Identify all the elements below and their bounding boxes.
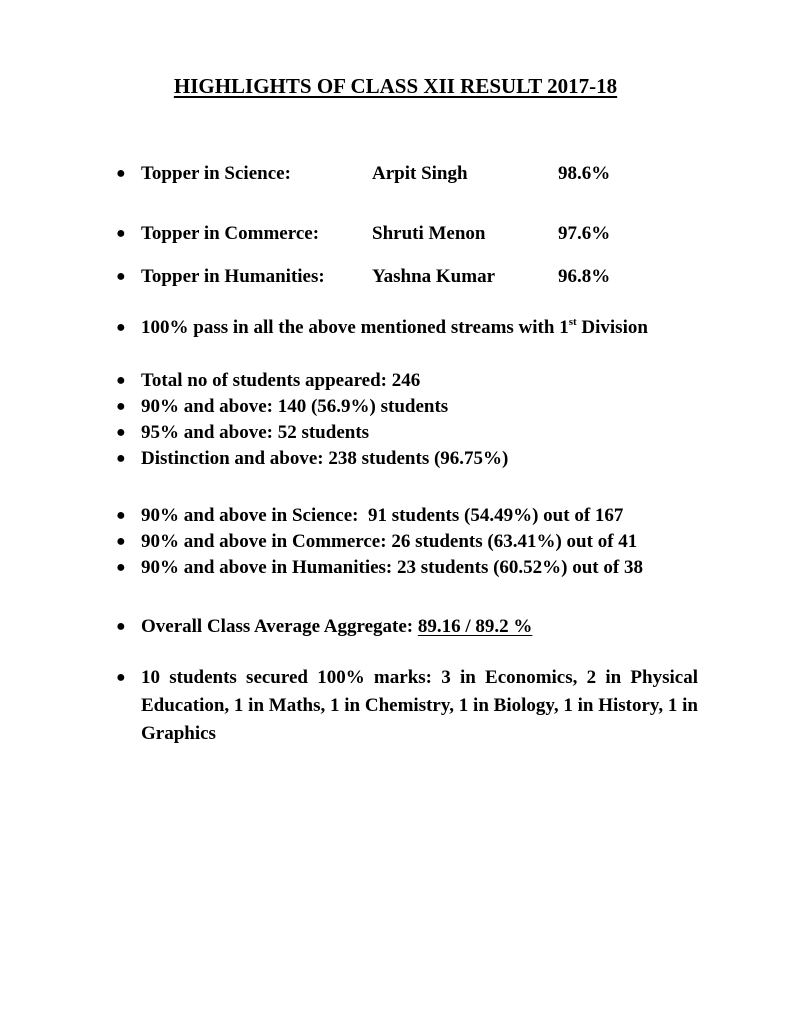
average-label: Overall Class Average Aggregate: [141, 616, 418, 637]
bullet-icon: ● [116, 618, 126, 635]
topper-name: Shruti Menon [372, 223, 486, 244]
topper-label: Topper in Science: [141, 163, 291, 184]
average-value: 89.16 / 89.2 % [417, 616, 533, 637]
topper-name: Arpit Singh [372, 163, 468, 184]
pass-text: 100% pass in all the above mentioned streams with 1st Division [141, 316, 648, 338]
bullet-icon: ● [116, 533, 126, 550]
topper-label: Topper in Humanities: [141, 266, 325, 287]
bullet-icon: ● [116, 424, 126, 441]
page-title: HIGHLIGHTS OF CLASS XII RESULT 2017-18 [173, 74, 618, 98]
topper-score: 96.8% [558, 266, 611, 287]
bullet-icon: ● [116, 372, 126, 389]
bullet-icon: ● [116, 398, 126, 415]
topper-score: 98.6% [558, 163, 611, 184]
full-marks-text: 10 students secured 100% marks: 3 in Economics, 2 in Physical Education, 1 in Maths, 1 in Chemistry, 1 in Biology, 1 in History, 1 in Graphics [141, 667, 698, 744]
bullet-icon: ● [116, 225, 126, 242]
bullet-icon: ● [116, 319, 126, 336]
topper-name: Yashna Kumar [372, 266, 495, 287]
bullet-icon: ● [116, 450, 126, 467]
ordinal-suffix: st [568, 316, 577, 328]
bullet-icon: ● [116, 669, 126, 686]
bullet-icon: ● [116, 507, 126, 524]
bullet-icon: ● [116, 165, 126, 182]
bullet-icon: ● [116, 268, 126, 285]
topper-score: 97.6% [558, 223, 611, 244]
bullet-icon: ● [116, 559, 126, 576]
full-marks-statement [116, 664, 716, 748]
topper-label: Topper in Commerce: [141, 223, 320, 244]
